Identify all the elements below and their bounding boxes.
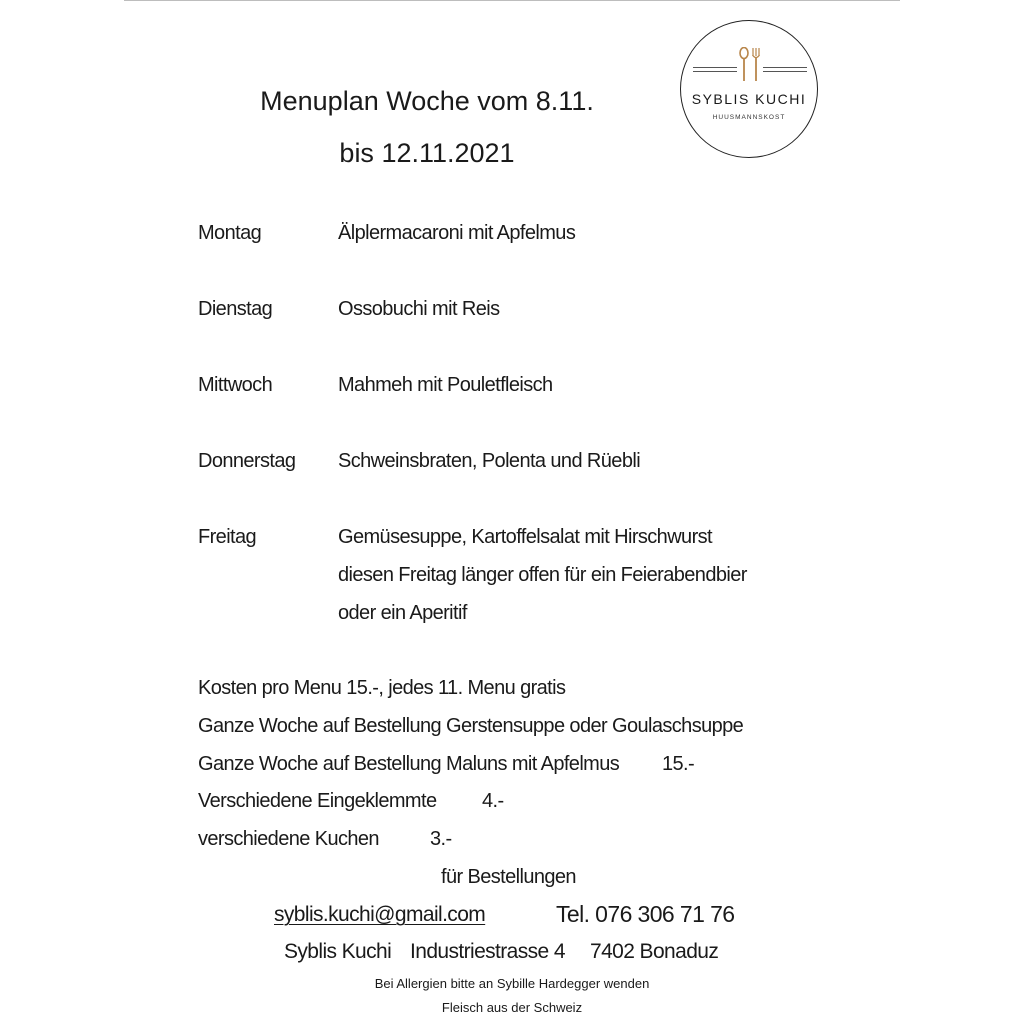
cost-info: Kosten pro Menu 15.-, jedes 11. Menu gratis: [198, 677, 566, 699]
logo-line: [693, 67, 737, 68]
city-address: 7402 Bonaduz: [590, 940, 719, 963]
sandwich-info: Verschiedene Eingeklemmte: [198, 790, 437, 812]
day-label: Freitag: [198, 526, 257, 548]
dish-text: Ossobuchi mit Reis: [338, 298, 500, 320]
friday-note: diesen Freitag länger offen für ein Feierabendbier: [338, 564, 747, 586]
meat-origin-note: Fleisch aus der Schweiz: [441, 1000, 583, 1015]
maluns-info: Ganze Woche auf Bestellung Maluns mit Apfelmus: [198, 753, 620, 775]
street-address: Industriestrasse 4: [410, 940, 565, 963]
logo-line: [693, 71, 737, 72]
logo-subtitle: HUUSMANNSKOST: [712, 114, 786, 121]
logo-line: [763, 71, 807, 72]
sandwich-price: 4.-: [482, 790, 504, 812]
order-heading: für Bestellungen: [441, 866, 576, 888]
day-label: Montag: [198, 222, 262, 244]
logo-line: [763, 67, 807, 68]
email-link[interactable]: syblis.kuchi@gmail.com: [274, 903, 486, 926]
dish-text: Älplermacaroni mit Apfelmus: [338, 222, 576, 244]
friday-note: oder ein Aperitif: [338, 602, 467, 624]
top-divider: [124, 0, 900, 1]
phone-number: Tel. 076 306 71 76: [556, 901, 735, 927]
cake-price: 3.-: [430, 828, 452, 850]
cake-info: verschiedene Kuchen: [198, 828, 379, 850]
maluns-price: 15.-: [662, 753, 695, 775]
fork-spoon-icon: [736, 47, 764, 83]
dish-text: Schweinsbraten, Polenta und Rüebli: [338, 450, 641, 472]
day-label: Donnerstag: [198, 450, 296, 472]
business-name: Syblis Kuchi: [284, 940, 392, 963]
soup-info: Ganze Woche auf Bestellung Gerstensuppe oder Goulaschsuppe: [198, 715, 744, 737]
page-title-line2: bis 12.11.2021: [339, 138, 515, 168]
allergy-note: Bei Allergien bitte an Sybille Hardegger wenden: [374, 976, 650, 991]
day-label: Mittwoch: [198, 374, 273, 396]
logo-name: SYBLIS KUCHI: [691, 91, 807, 107]
dish-text: Mahmeh mit Pouletfleisch: [338, 374, 553, 396]
dish-text: Gemüsesuppe, Kartoffelsalat mit Hirschwurst: [338, 526, 712, 548]
page-title-line1: Menuplan Woche vom 8.11.: [260, 86, 594, 116]
day-label: Dienstag: [198, 298, 273, 320]
